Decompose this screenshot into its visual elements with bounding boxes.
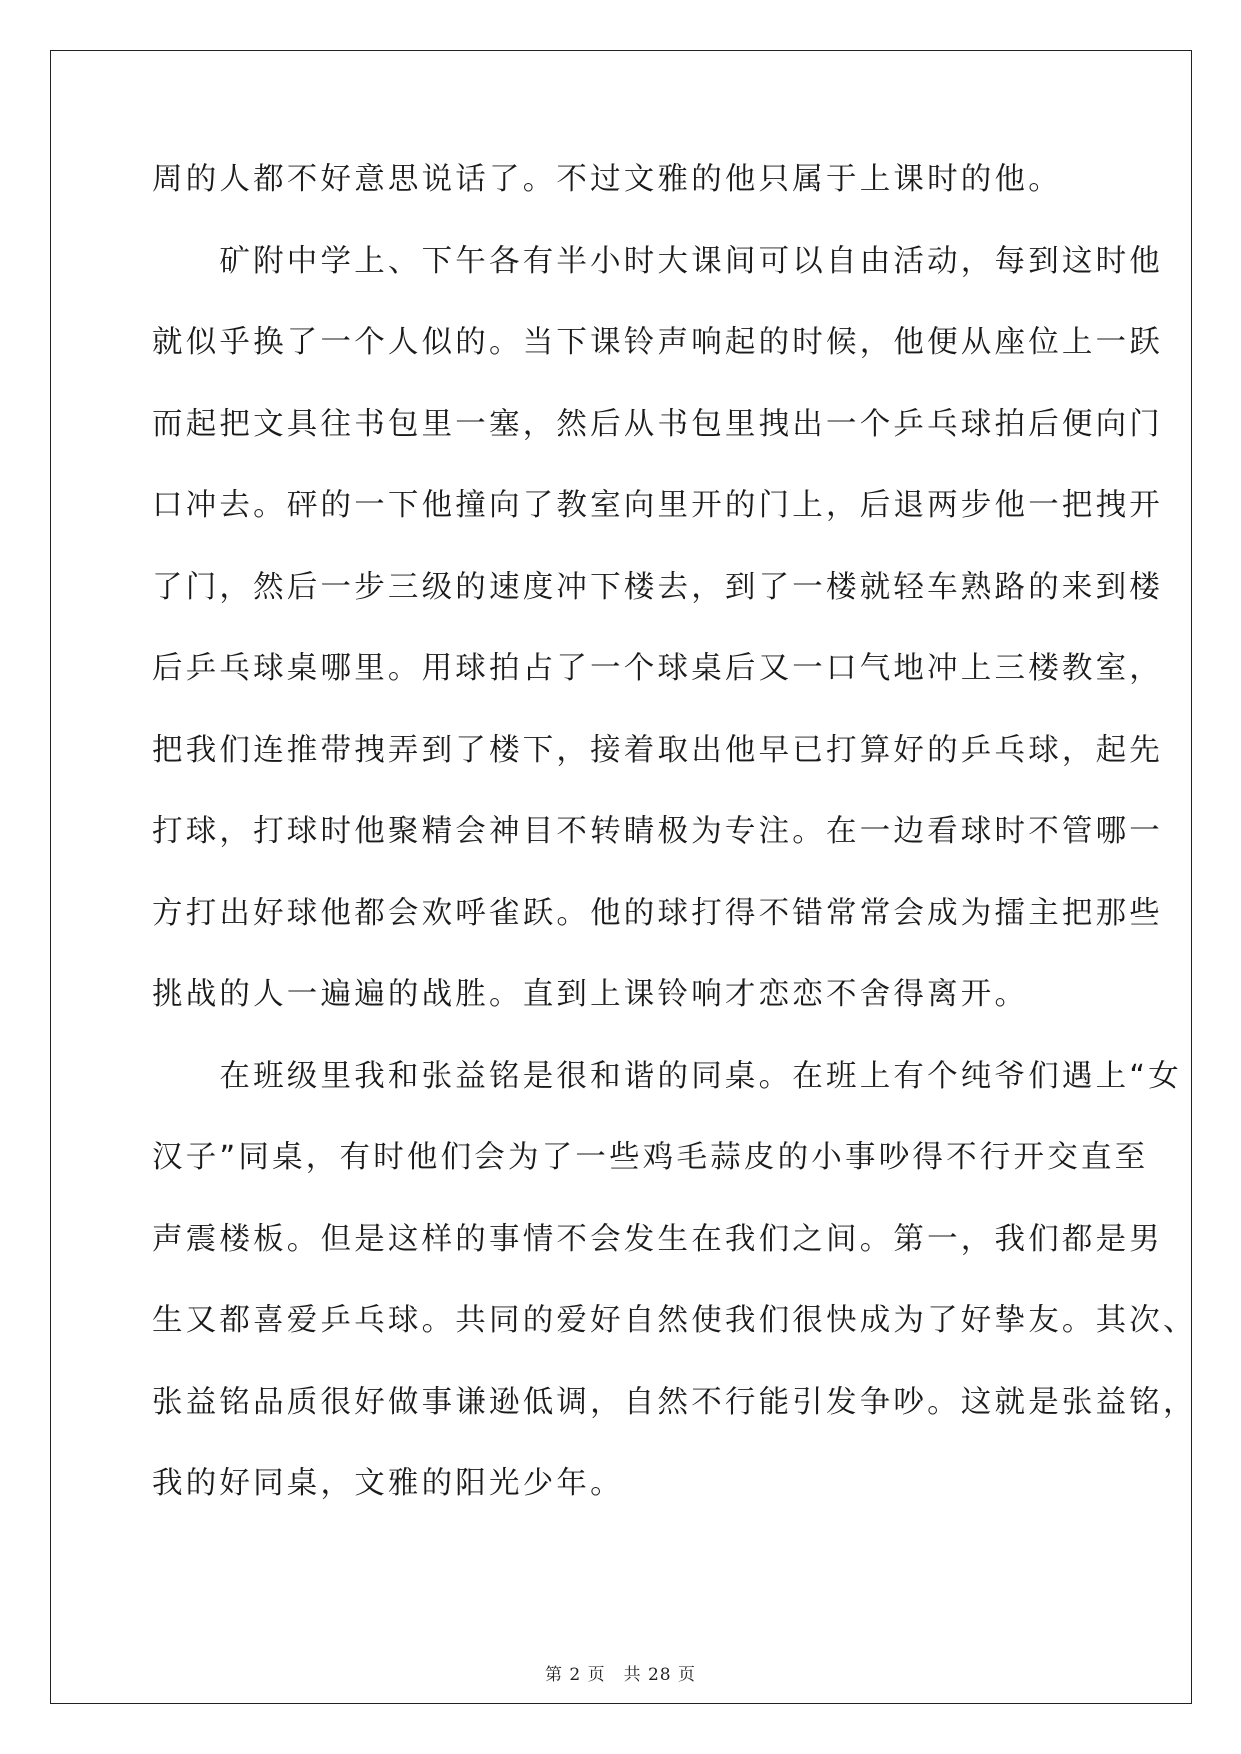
text-line: 声震楼板。但是这样的事情不会发生在我们之间。第一，我们都是男 [152,1221,1163,1257]
text-line: 而起把文具往书包里一塞，然后从书包里拽出一个乒乓球拍后便向门 [152,406,1163,442]
text-line: 把我们连推带拽弄到了楼下，接着取出他早已打算好的乒乓球，起先 [152,732,1163,768]
page-number-footer: 第 2 页 共 28 页 [544,1665,697,1685]
text-line: 打球，打球时他聚精会神目不转睛极为专注。在一边看球时不管哪一 [152,814,1163,849]
text-line: 挑战的人一遍遍的战胜。直到上课铃响才恋恋不舍得离开。 [152,977,1029,1012]
text-line: 了门，然后一步三级的速度冲下楼去，到了一楼就轻车熟路的来到楼 [152,569,1163,605]
text-line: 后乒乓球桌哪里。用球拍占了一个球桌后又一口气地冲上三楼教室， [152,651,1163,686]
text-line: 口冲去。砰的一下他撞向了教室向里开的门上，后退两步他一把拽开 [152,488,1163,523]
text-line: 张益铭品质很好做事谦逊低调，自然不行能引发争吵。这就是张益铭， [152,1384,1197,1420]
text-line: 在班级里我和张益铭是很和谐的同桌。在班上有个纯爷们遇上“女 [152,1058,1182,1094]
document-body [152,160,1197,1546]
text-line: 矿附中学上、下午各有半小时大课间可以自由活动，每到这时他 [152,243,1163,279]
text-line: 生又都喜爱乒乓球。共同的爱好自然使我们很快成为了好挚友。其次、 [152,1303,1197,1338]
text-line: 方打出好球他都会欢呼雀跃。他的球打得不错常常会成为擂主把那些 [152,895,1163,931]
text-line: 就似乎换了一个人似的。当下课铃声响起的时候，他便从座位上一跃 [152,325,1163,360]
text-line: 我的好同桌，文雅的阳光少年。 [152,1466,624,1501]
text-line: 周的人都不好意思说话了。不过文雅的他只属于上课时的他。 [152,162,1062,197]
text-line: 汉子”同桌，有时他们会为了一些鸡毛蒜皮的小事吵得不行开交直至 [152,1140,1149,1175]
